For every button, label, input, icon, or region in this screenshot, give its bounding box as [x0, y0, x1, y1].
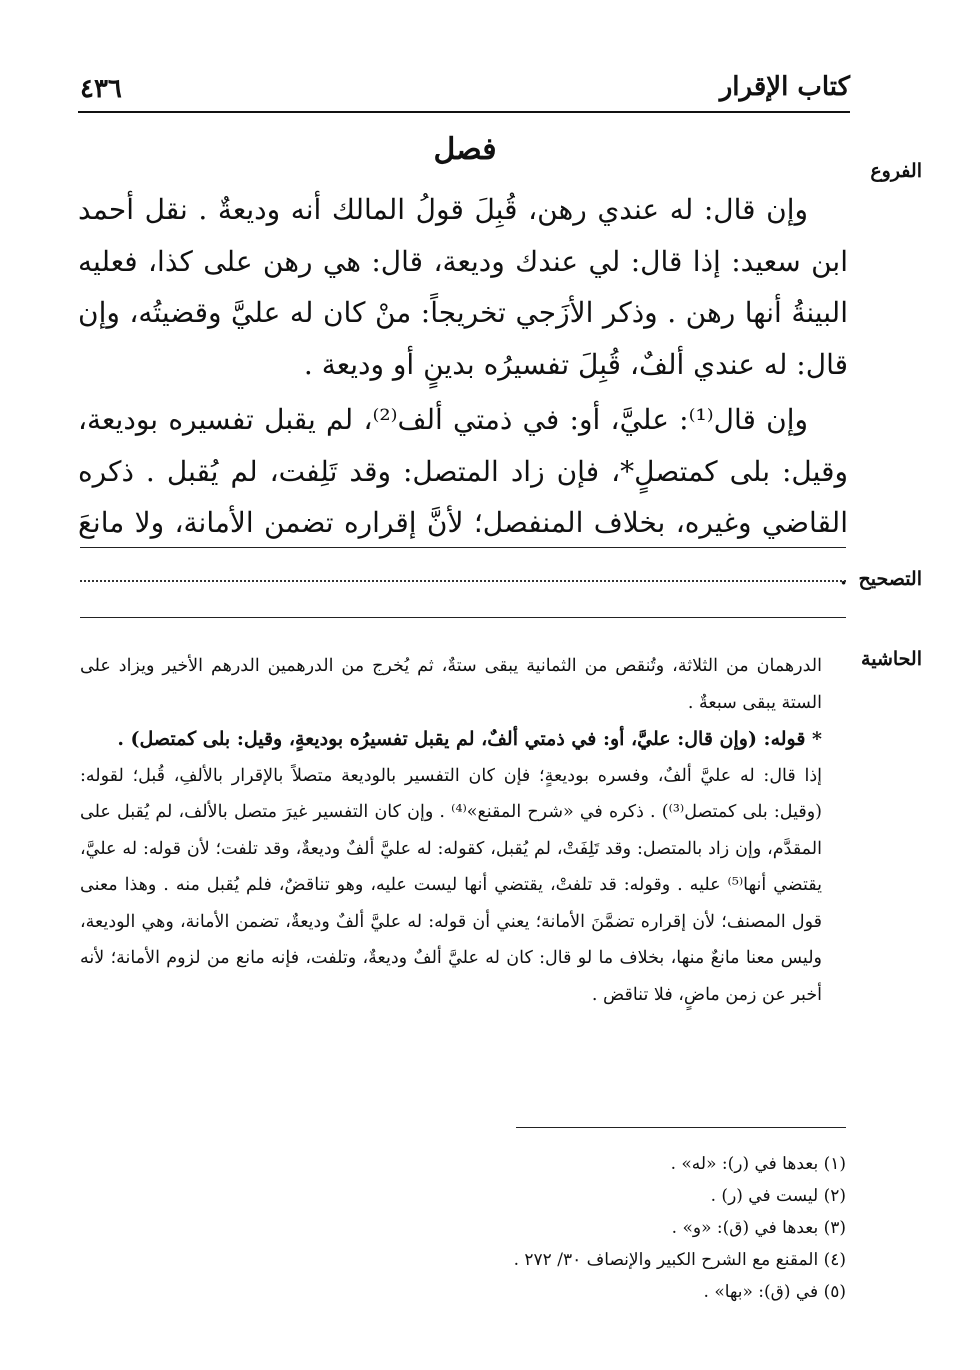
- margin-label-furu: الفروع: [870, 160, 922, 182]
- footnote: (٤) المقنع مع الشرح الكبير والإنصاف ٣٠/ ٢٧٢ .: [513, 1250, 846, 1270]
- main-text: [78, 184, 848, 600]
- footnote-rule: [516, 1127, 846, 1128]
- margin-label-hashiya: الحاشية: [861, 648, 922, 670]
- hashiya-paragraph: إذا قال: له عليَّ ألفٌ، وفسره بوديعةٍ؛ فإن كان التفسير بالوديعة متصلاً بالإقرار بالألفِ، قُبل؛ لقوله: (وقيل: بلى كمتصل⁽³⁾) . ذكره في «شرح المقنع»⁽⁴⁾ . وإن كان التفسير غيرَ متصل بالألف، لم يُقبل على المقدَّم، وإن زاد بالمتصل: وقد تَلِفَتْ، لم يُقبل، كقوله: له عليَّ ألفٌ وديعةٌ، وقد تلفت؛ لأن قوله: له عليَّ، يقتضي أنها⁽⁵⁾ عليه . وقوله: قد تلفتْ، يقتضي أنها ليست عليه، وهو تناقضٌ، فلم يُقبل منه . وهذا معنى قول المصنف؛ لأن إقراره تضمَّنَ الأمانة؛ يعني أن قوله: له عليَّ ألفٌ وديعةٌ، تضمن الأمانة، وهي الوديعة، وليس معنا مانعٌ منها، بخلاف ما لو قال: كان له عليَّ ألفٌ وديعةٌ، وتلفت، فإنه مانع من لزوم الأمانة؛ لأنه أخبر عن زمن ماضٍ، فلا تناقض .: [80, 765, 822, 1005]
- main-paragraph: وإن قال⁽¹⁾: عليَّ، أو: في ذمتي ألف⁽²⁾، لم يقبل تفسيره بوديعة، وقيل: بلى كمتصلٍ*، فإن زاد المتصل: وقد تَلِفت، لم يُقبل . ذكره القاضي وغيره، بخلاف المنفصل؛ لأنَّ إقراره تضمن الأمانة، ولا مانعَ .: [78, 403, 848, 591]
- tashih-dotted-line: [80, 580, 846, 582]
- divider-rule: [80, 617, 846, 618]
- hashiya-paragraph: الدرهمان من الثلاثة، وتُنقص من الثمانية يبقى ستةٌ، ثم يُخرج من الدرهمين الدرهم الأخير ويزاد على الستة يبقى سبعةٌ .: [80, 656, 822, 713]
- hashiya-text: [80, 648, 822, 1013]
- main-paragraph: وإن قال: له عندي رهن، قُبِلَ قولُ المالك أنه وديعةٌ . نقل أحمد ابن سعيد: إذا قال: لي عندك وديعة، قال: هي رهن على كذا، فعليه البينةُ أنها رهن . وذكر الأزَجي تخريجاً: منْ كان له عليَّ وقضيتُه، وإن قال: له عندي ألفٌ، قُبِلَ تفسيرُه بدينٍ أو وديعة .: [78, 193, 848, 381]
- hashiya-quote: * قوله: (وإن قال: عليَّ، أو: في ذمتي ألفٌ، لم يقبل تفسيرُه بوديعةٍ، وقيل: بلى كمتصل) .: [117, 728, 822, 750]
- footnote: (٥) في (ق): «بها» .: [703, 1282, 846, 1302]
- margin-label-tashih: التصحيح: [858, 568, 922, 590]
- footnote: (٣) بعدها في (ق): «و» .: [671, 1218, 846, 1238]
- divider-rule: [80, 547, 846, 548]
- header-rule: [78, 111, 850, 113]
- page-number: ٤٣٦: [80, 74, 122, 104]
- footnote: (٢) ليست في (ر) .: [710, 1186, 846, 1206]
- footnotes: [300, 1148, 846, 1308]
- section-heading: فصل: [433, 132, 497, 167]
- running-title: كتاب الإقرار: [719, 72, 850, 102]
- footnote: (١) بعدها في (ر): «له» .: [670, 1154, 846, 1174]
- page-header: [80, 72, 850, 108]
